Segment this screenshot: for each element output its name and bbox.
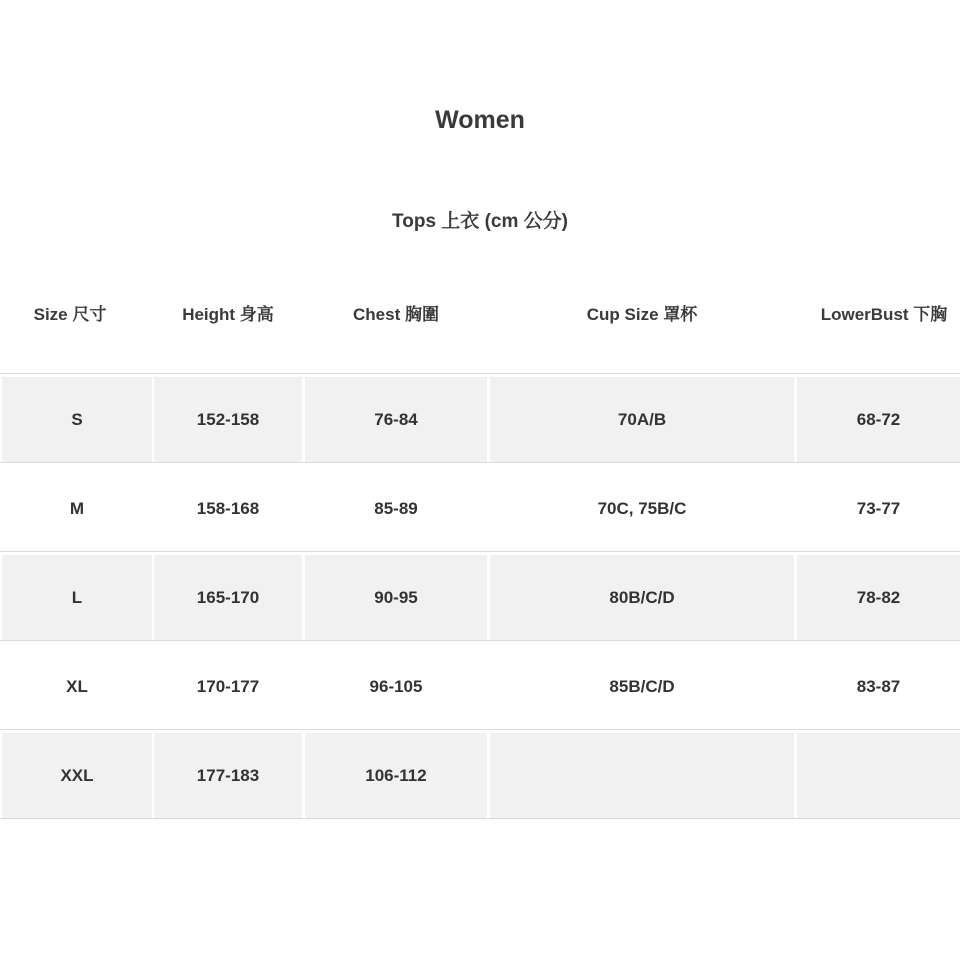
cell-height: 165-170 — [154, 555, 302, 640]
cell-height: 158-168 — [196, 498, 260, 518]
cell-chest: 85-89 — [374, 498, 418, 518]
cell-size: XXL — [2, 733, 152, 818]
cell-cup-size: 70C, 75B/C — [597, 498, 687, 518]
table-row — [0, 462, 960, 551]
cell-cup-size: 85B/C/D — [609, 676, 675, 696]
header-lowerbust: LowerBust 下胸 — [820, 305, 948, 324]
cell-height: 152-158 — [154, 377, 302, 462]
cell-lowerbust: 83-87 — [856, 676, 901, 696]
cell-lowerbust: 78-82 — [797, 555, 960, 640]
table-row — [0, 729, 960, 819]
cell-height: 170-177 — [196, 676, 260, 696]
cell-chest: 90-95 — [305, 555, 487, 640]
cell-size: M — [69, 498, 85, 518]
header-cup-size: Cup Size 罩杯 — [586, 305, 698, 324]
cell-size: S — [2, 377, 152, 462]
chart-title: Women — [435, 106, 525, 134]
chart-subtitle: Tops 上衣 (cm 公分) — [392, 211, 568, 232]
cell-chest: 96-105 — [369, 676, 423, 696]
cell-height: 177-183 — [154, 733, 302, 818]
cell-chest: 76-84 — [305, 377, 487, 462]
header-height: Height 身高 — [182, 305, 274, 324]
cell-chest: 106-112 — [305, 733, 487, 818]
cell-size: L — [2, 555, 152, 640]
table-header — [0, 300, 960, 330]
cell-lowerbust — [797, 733, 960, 818]
cell-cup-size: 80B/C/D — [490, 555, 794, 640]
cell-cup-size — [490, 733, 794, 818]
cell-cup-size: 70A/B — [490, 377, 794, 462]
table-row — [0, 551, 960, 640]
size-table — [0, 373, 960, 819]
cell-size: XL — [66, 676, 88, 696]
table-row — [0, 640, 960, 729]
header-size: Size 尺寸 — [33, 305, 107, 324]
header-chest: Chest 胸圍 — [353, 305, 439, 324]
table-row — [0, 373, 960, 462]
cell-lowerbust: 73-77 — [856, 498, 901, 518]
cell-lowerbust: 68-72 — [797, 377, 960, 462]
